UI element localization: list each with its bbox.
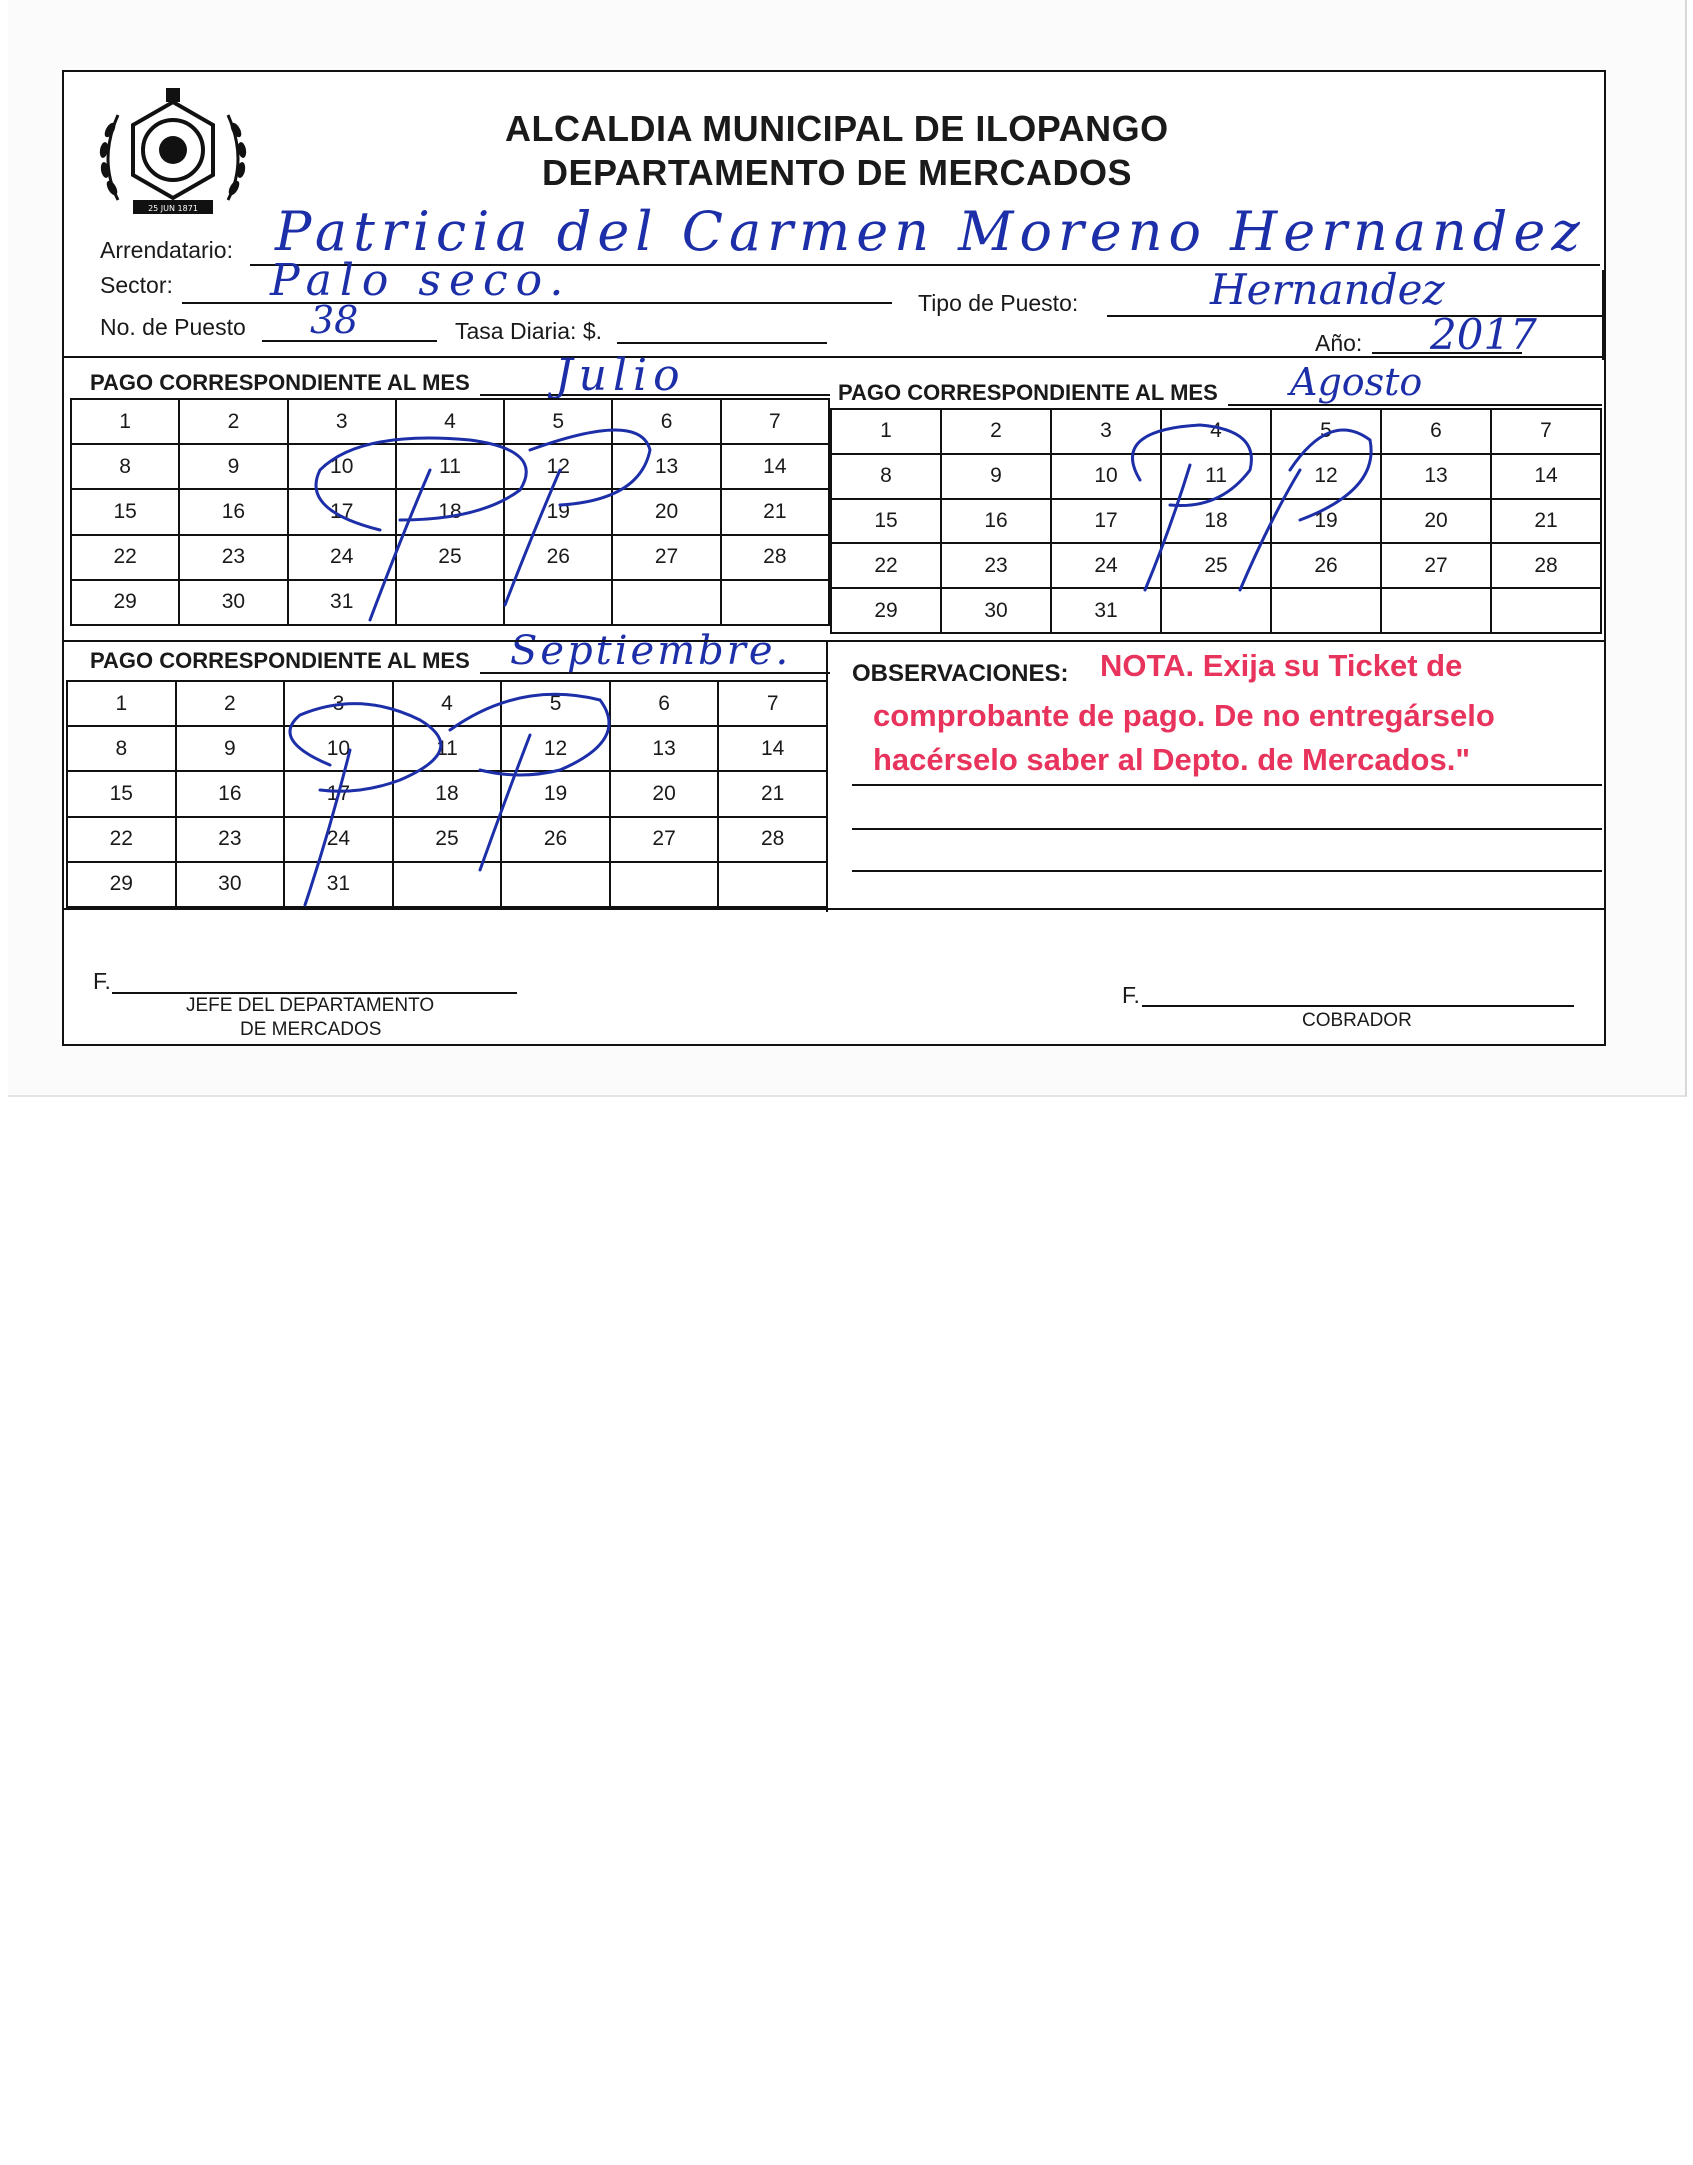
day-cell: 2: [179, 399, 287, 444]
month-3-value: Septiembre.: [510, 628, 792, 674]
signature-right-prefix: F.: [1122, 982, 1140, 1008]
day-cell: 4: [396, 399, 504, 444]
seal-date: 25 JUN 1871: [148, 204, 198, 213]
day-cell: 23: [941, 543, 1051, 588]
signature-right-caption: COBRADOR: [1302, 1010, 1412, 1031]
anio-value: 2017: [1430, 310, 1537, 359]
day-cell: 1: [831, 409, 941, 454]
day-cell: 27: [1381, 543, 1491, 588]
day-cell: 29: [67, 862, 176, 907]
day-cell: 6: [1381, 409, 1491, 454]
nota-line-3: hacérselo saber al Depto. de Mercados.": [873, 742, 1471, 777]
day-cell: 16: [941, 499, 1051, 544]
day-cell: 3: [284, 681, 393, 726]
sector-value: Palo seco.: [270, 255, 572, 306]
day-cell: 8: [67, 726, 176, 771]
day-cell: 24: [284, 817, 393, 862]
day-cell: 19: [504, 489, 612, 534]
day-cell: 19: [501, 771, 610, 816]
day-cell: 7: [718, 681, 827, 726]
day-cell: 15: [67, 771, 176, 816]
day-cell: 12: [504, 444, 612, 489]
nota-line-1: NOTA. Exija su Ticket de: [1100, 648, 1463, 683]
day-cell: 7: [721, 399, 829, 444]
day-cell: 23: [176, 817, 285, 862]
month-3-label: PAGO CORRESPONDIENTE AL MES: [90, 648, 470, 673]
day-cell: 14: [721, 444, 829, 489]
day-cell: 20: [610, 771, 719, 816]
day-cell: 24: [288, 535, 396, 580]
day-cell: 26: [1271, 543, 1381, 588]
day-cell: 16: [176, 771, 285, 816]
month-2-value: Agosto: [1290, 360, 1423, 404]
day-cell: 20: [612, 489, 720, 534]
month-1-label: PAGO CORRESPONDIENTE AL MES: [90, 370, 470, 395]
day-cell: 31: [1051, 588, 1161, 633]
day-cell: 12: [501, 726, 610, 771]
day-cell: 25: [1161, 543, 1271, 588]
day-cell: 15: [831, 499, 941, 544]
day-cell: 18: [1161, 499, 1271, 544]
day-cell: 9: [176, 726, 285, 771]
day-cell: 11: [393, 726, 502, 771]
day-cell: 4: [1161, 409, 1271, 454]
day-cell: 11: [396, 444, 504, 489]
day-cell: 8: [71, 444, 179, 489]
day-cell: 31: [284, 862, 393, 907]
day-cell: 18: [396, 489, 504, 534]
header-line-1: ALCALDIA MUNICIPAL DE ILOPANGO: [505, 108, 1169, 149]
day-cell: 21: [1491, 499, 1601, 544]
day-cell: 12: [1271, 454, 1381, 499]
sector-label: Sector:: [100, 272, 173, 298]
day-cell: 24: [1051, 543, 1161, 588]
day-cell: 22: [71, 535, 179, 580]
day-cell: 18: [393, 771, 502, 816]
day-cell: 10: [1051, 454, 1161, 499]
day-cell: 16: [179, 489, 287, 534]
day-cell: 1: [67, 681, 176, 726]
day-cell: 11: [1161, 454, 1271, 499]
day-cell: 13: [610, 726, 719, 771]
day-cell: 30: [179, 580, 287, 625]
day-cell: 30: [176, 862, 285, 907]
day-cell: 9: [179, 444, 287, 489]
day-cell: 28: [718, 817, 827, 862]
day-cell: 19: [1271, 499, 1381, 544]
month-2-label: PAGO CORRESPONDIENTE AL MES: [838, 380, 1218, 405]
day-cell: 13: [1381, 454, 1491, 499]
day-cell: 27: [610, 817, 719, 862]
day-cell: 5: [504, 399, 612, 444]
day-cell: 3: [288, 399, 396, 444]
day-cell: 30: [941, 588, 1051, 633]
header-line-2: DEPARTAMENTO DE MERCADOS: [542, 152, 1133, 193]
day-cell: 14: [1491, 454, 1601, 499]
day-cell: 14: [718, 726, 827, 771]
day-cell: 15: [71, 489, 179, 534]
signature-left-caption-1: JEFE DEL DEPARTAMENTO: [186, 995, 435, 1016]
day-cell: 2: [176, 681, 285, 726]
day-cell: 8: [831, 454, 941, 499]
day-cell: 23: [179, 535, 287, 580]
day-cell: 21: [718, 771, 827, 816]
day-cell: 28: [721, 535, 829, 580]
day-cell: 7: [1491, 409, 1601, 454]
day-cell: 29: [71, 580, 179, 625]
day-cell: 26: [501, 817, 610, 862]
day-cell: 21: [721, 489, 829, 534]
puesto-label: No. de Puesto: [100, 314, 246, 340]
day-cell: 25: [396, 535, 504, 580]
day-cell: 31: [288, 580, 396, 625]
tipo-puesto-label: Tipo de Puesto:: [918, 290, 1079, 316]
tipo-puesto-value: Hernandez: [1210, 265, 1445, 314]
day-cell: 9: [941, 454, 1051, 499]
day-cell: 5: [1271, 409, 1381, 454]
anio-label: Año:: [1315, 330, 1363, 356]
day-cell: 5: [501, 681, 610, 726]
day-cell: 10: [288, 444, 396, 489]
day-cell: 10: [284, 726, 393, 771]
day-cell: 3: [1051, 409, 1161, 454]
day-cell: 25: [393, 817, 502, 862]
signature-left-caption-2: DE MERCADOS: [240, 1019, 382, 1040]
day-cell: 22: [67, 817, 176, 862]
day-cell: 2: [941, 409, 1051, 454]
month-1-value: Julio: [555, 350, 686, 401]
nota-line-2: comprobante de pago. De no entregárselo: [873, 698, 1495, 733]
day-cell: 1: [71, 399, 179, 444]
arrendatario-value: Patricia del Carmen Moreno Hernandez: [275, 200, 1586, 263]
day-cell: 4: [393, 681, 502, 726]
day-cell: 6: [610, 681, 719, 726]
day-cell: 13: [612, 444, 720, 489]
observaciones-label: OBSERVACIONES:: [852, 660, 1069, 687]
day-cell: 22: [831, 543, 941, 588]
day-cell: 17: [288, 489, 396, 534]
day-cell: 28: [1491, 543, 1601, 588]
day-cell: 17: [1051, 499, 1161, 544]
day-cell: 20: [1381, 499, 1491, 544]
day-cell: 6: [612, 399, 720, 444]
tasa-label: Tasa Diaria: $.: [455, 318, 603, 344]
signature-left-prefix: F.: [93, 968, 111, 994]
puesto-value: 38: [310, 298, 359, 342]
day-cell: 29: [831, 588, 941, 633]
day-cell: 17: [284, 771, 393, 816]
day-cell: 26: [504, 535, 612, 580]
day-cell: 27: [612, 535, 720, 580]
arrendatario-label: Arrendatario:: [100, 237, 233, 263]
